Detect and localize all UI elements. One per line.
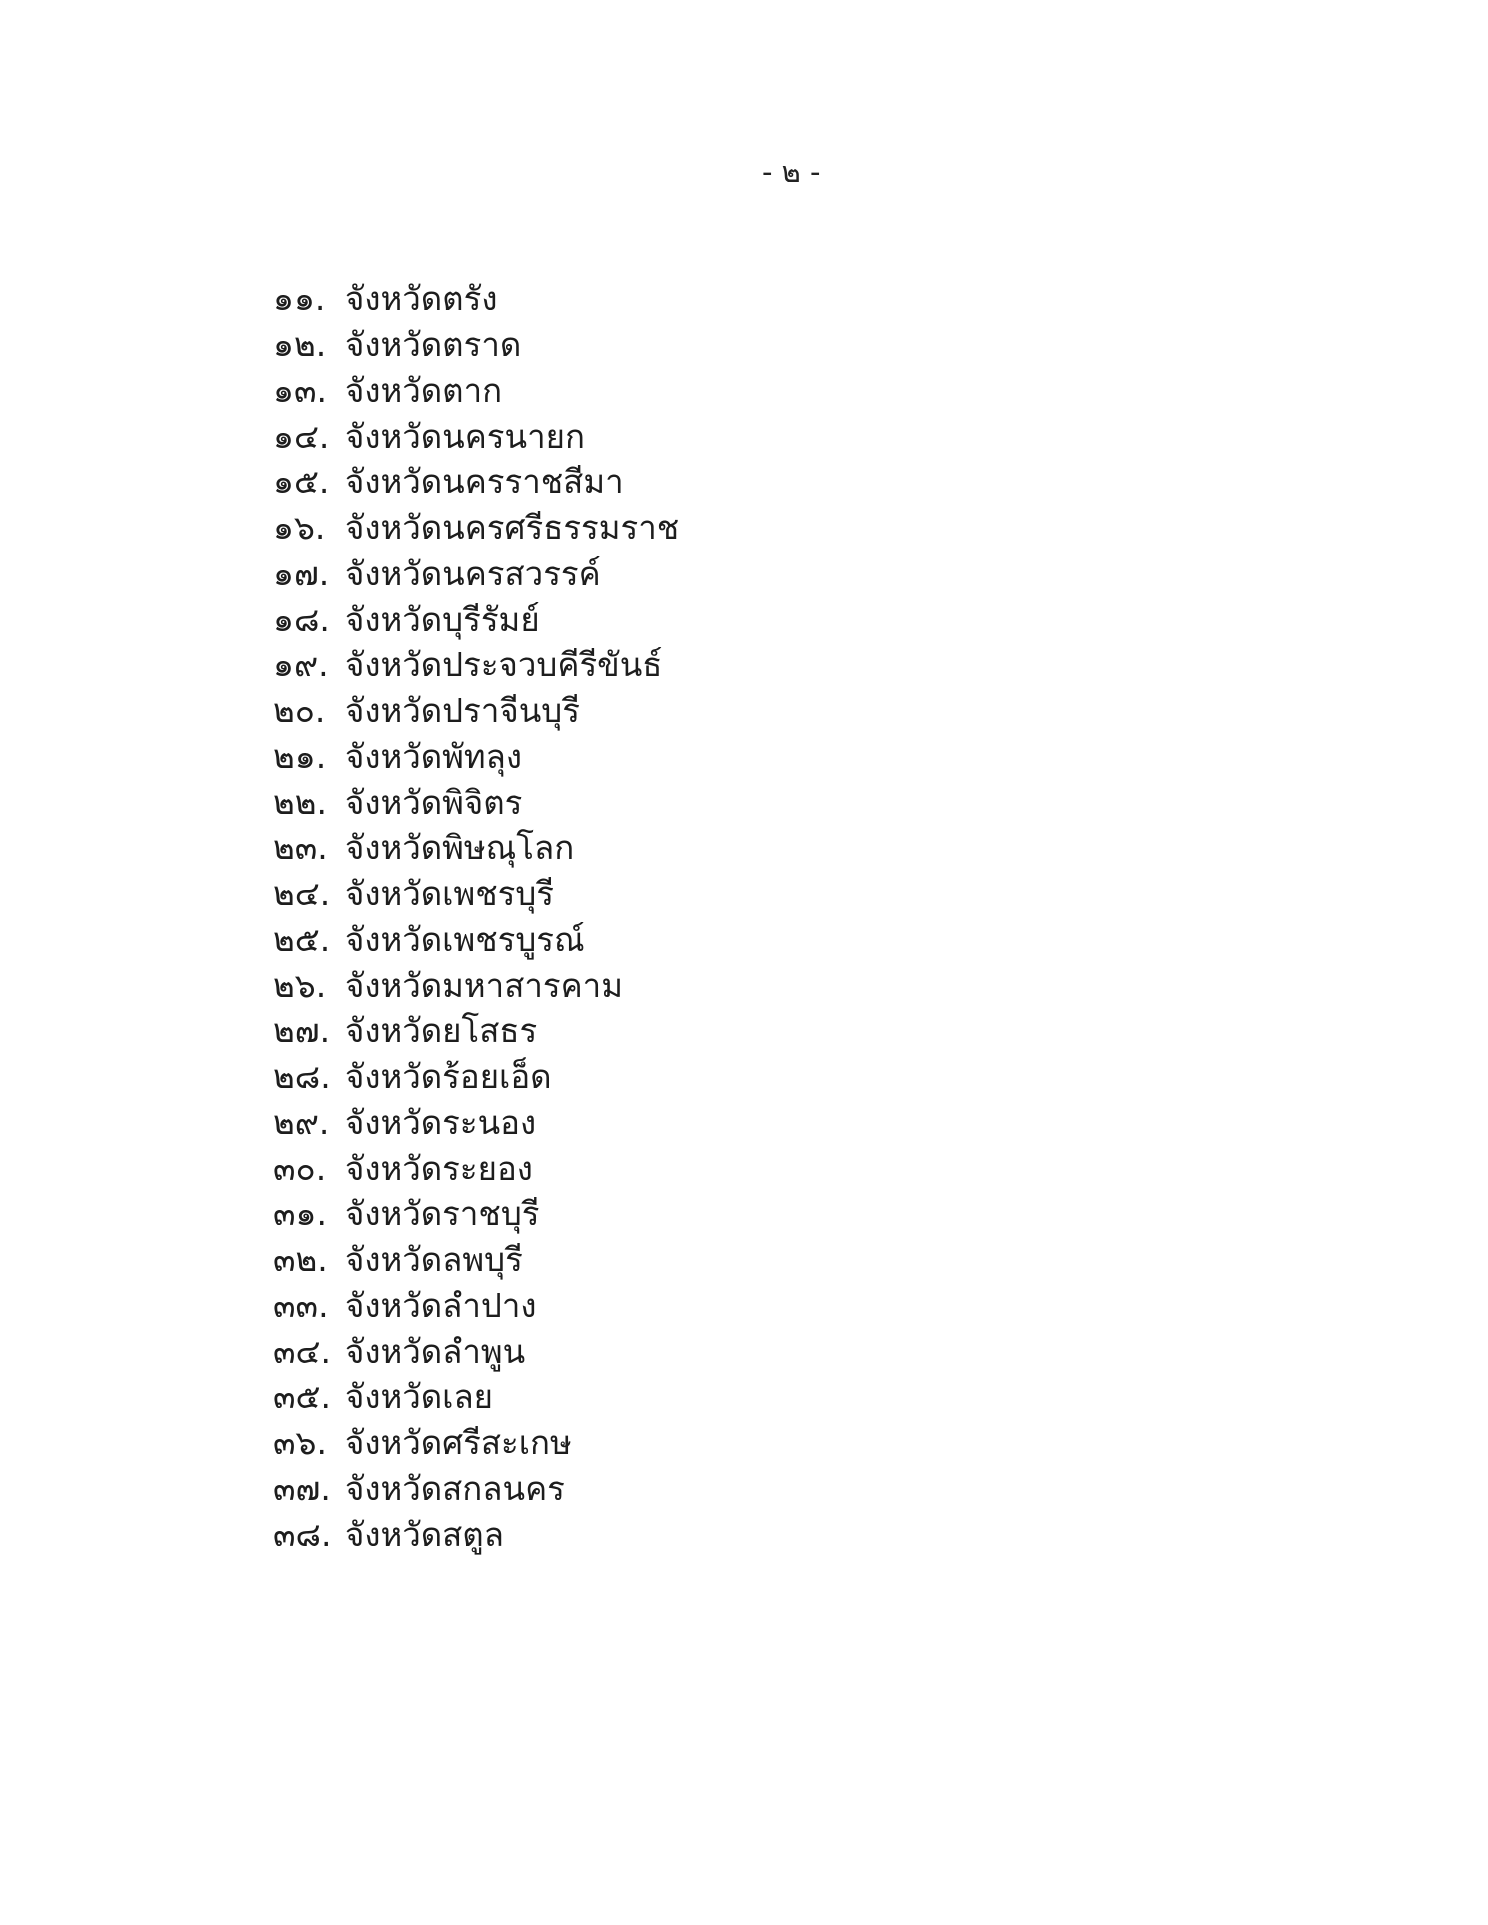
province-name: จังหวัดเพชรบูรณ์ xyxy=(345,919,585,959)
list-item-number: ๒๓. xyxy=(273,828,328,868)
list-item-number: ๓๕. xyxy=(273,1377,332,1417)
list-item-number: ๓๑. xyxy=(273,1194,327,1234)
list-item xyxy=(273,368,1173,414)
list-item xyxy=(273,276,1173,322)
list-item-number: ๒๗. xyxy=(273,1011,331,1051)
list-item xyxy=(273,551,1173,597)
province-name: จังหวัดเพชรบุรี xyxy=(345,874,554,914)
province-name: จังหวัดนครนายก xyxy=(345,416,585,456)
province-name: จังหวัดนครราชสีมา xyxy=(345,462,624,502)
province-name: จังหวัดบุรีรัมย์ xyxy=(345,599,540,639)
list-item-number: ๒๑. xyxy=(273,736,327,776)
list-item xyxy=(273,1145,1173,1191)
list-item-number: ๑๙. xyxy=(273,645,329,685)
list-item xyxy=(273,1191,1173,1237)
list-item xyxy=(273,1054,1173,1100)
list-item-number: ๓๗. xyxy=(273,1468,331,1508)
list-item xyxy=(273,871,1173,917)
list-item-number: ๑๕. xyxy=(273,462,330,502)
list-item-number: ๒๐. xyxy=(273,691,326,731)
province-list xyxy=(273,276,1173,1557)
list-item xyxy=(273,1511,1173,1557)
list-item xyxy=(273,917,1173,963)
list-item xyxy=(273,642,1173,688)
province-name: จังหวัดสกลนคร xyxy=(345,1468,565,1508)
province-name: จังหวัดนครสวรรค์ xyxy=(345,553,601,593)
list-item xyxy=(273,688,1173,734)
province-name: จังหวัดเลย xyxy=(345,1377,494,1417)
province-name: จังหวัดระยอง xyxy=(345,1148,533,1188)
province-name: จังหวัดสตูล xyxy=(345,1514,504,1554)
list-item-number: ๑๒. xyxy=(273,325,327,365)
list-item xyxy=(273,1283,1173,1329)
province-name: จังหวัดศรีสะเกษ xyxy=(345,1423,572,1463)
province-name: จังหวัดร้อยเอ็ด xyxy=(345,1057,552,1097)
province-name: จังหวัดตาก xyxy=(345,370,503,410)
province-name: จังหวัดระนอง xyxy=(345,1102,537,1142)
list-item xyxy=(273,1328,1173,1374)
list-item-number: ๒๕. xyxy=(273,919,331,959)
list-item xyxy=(273,779,1173,825)
list-item-number: ๒๖. xyxy=(273,965,327,1005)
page-number: - ๒ - xyxy=(762,155,821,189)
province-name: จังหวัดลพบุรี xyxy=(345,1240,523,1280)
list-item xyxy=(273,322,1173,368)
list-item-number: ๑๗. xyxy=(273,553,330,593)
list-item xyxy=(273,413,1173,459)
list-item xyxy=(273,1008,1173,1054)
province-name: จังหวัดประจวบคีรีขันธ์ xyxy=(345,645,663,685)
list-item-number: ๑๔. xyxy=(273,416,330,456)
list-item-number: ๓๐. xyxy=(273,1148,327,1188)
list-item-number: ๓๘. xyxy=(273,1514,332,1554)
list-item-number: ๑๑. xyxy=(273,279,326,319)
list-item-number: ๓๔. xyxy=(273,1331,332,1371)
list-item-number: ๑๘. xyxy=(273,599,330,639)
province-name: จังหวัดลำปาง xyxy=(345,1285,537,1325)
list-item-number: ๒๒. xyxy=(273,782,327,822)
list-item-number: ๒๘. xyxy=(273,1057,331,1097)
list-item xyxy=(273,505,1173,551)
province-name: จังหวัดยโสธร xyxy=(345,1011,538,1051)
list-item xyxy=(273,1466,1173,1512)
province-name: จังหวัดตรัง xyxy=(345,279,498,319)
province-name: จังหวัดพิจิตร xyxy=(345,782,523,822)
list-item xyxy=(273,1374,1173,1420)
list-item-number: ๒๙. xyxy=(273,1102,330,1142)
province-name: จังหวัดพิษณุโลก xyxy=(345,828,575,868)
list-item xyxy=(273,596,1173,642)
list-item xyxy=(273,734,1173,780)
province-name: จังหวัดลำพูน xyxy=(345,1331,526,1371)
list-item-number: ๑๖. xyxy=(273,508,326,548)
province-name: จังหวัดนครศรีธรรมราช xyxy=(345,508,680,548)
list-item-number: ๓๖. xyxy=(273,1423,327,1463)
list-item-number: ๓๒. xyxy=(273,1240,328,1280)
province-name: จังหวัดปราจีนบุรี xyxy=(345,691,580,731)
list-item-number: ๒๔. xyxy=(273,874,331,914)
list-item xyxy=(273,1420,1173,1466)
province-name: จังหวัดราชบุรี xyxy=(345,1194,540,1234)
list-item xyxy=(273,1100,1173,1146)
province-name: จังหวัดตราด xyxy=(345,325,522,365)
province-name: จังหวัดพัทลุง xyxy=(345,736,523,776)
list-item-number: ๓๓. xyxy=(273,1285,329,1325)
list-item xyxy=(273,962,1173,1008)
list-item xyxy=(273,459,1173,505)
province-name: จังหวัดมหาสารคาม xyxy=(345,965,623,1005)
list-item xyxy=(273,1237,1173,1283)
list-item xyxy=(273,825,1173,871)
list-item-number: ๑๓. xyxy=(273,370,327,410)
